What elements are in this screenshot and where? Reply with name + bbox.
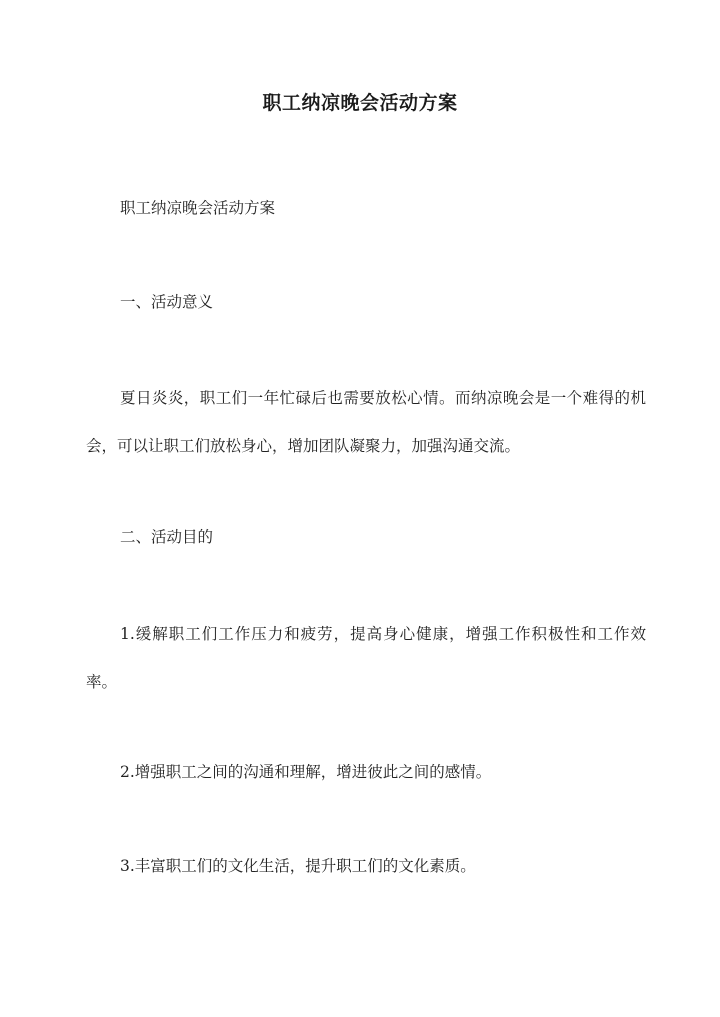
paragraph-significance: 夏日炎炎，职工们一年忙碌后也需要放松心情。而纳凉晚会是一个难得的机会，可以让职工们放松身心，增加团队凝聚力，加强沟通交流。 — [86, 389, 646, 455]
paragraph-purpose-1: 1.缓解职工们工作压力和疲劳，提高身心健康，增强工作积极性和工作效率。 — [86, 625, 646, 691]
section-heading-significance: 一、活动意义 — [120, 293, 214, 311]
paragraph-purpose-2: 2.增强职工之间的沟通和理解，增进彼此之间的感情。 — [120, 763, 492, 781]
document-title: 职工纳凉晚会活动方案 — [262, 92, 458, 114]
paragraph-heading-repeat: 职工纳凉晚会活动方案 — [120, 199, 276, 217]
paragraph-purpose-3: 3.丰富职工们的文化生活，提升职工们的文化素质。 — [120, 857, 476, 875]
section-heading-purpose: 二、活动目的 — [120, 528, 214, 546]
